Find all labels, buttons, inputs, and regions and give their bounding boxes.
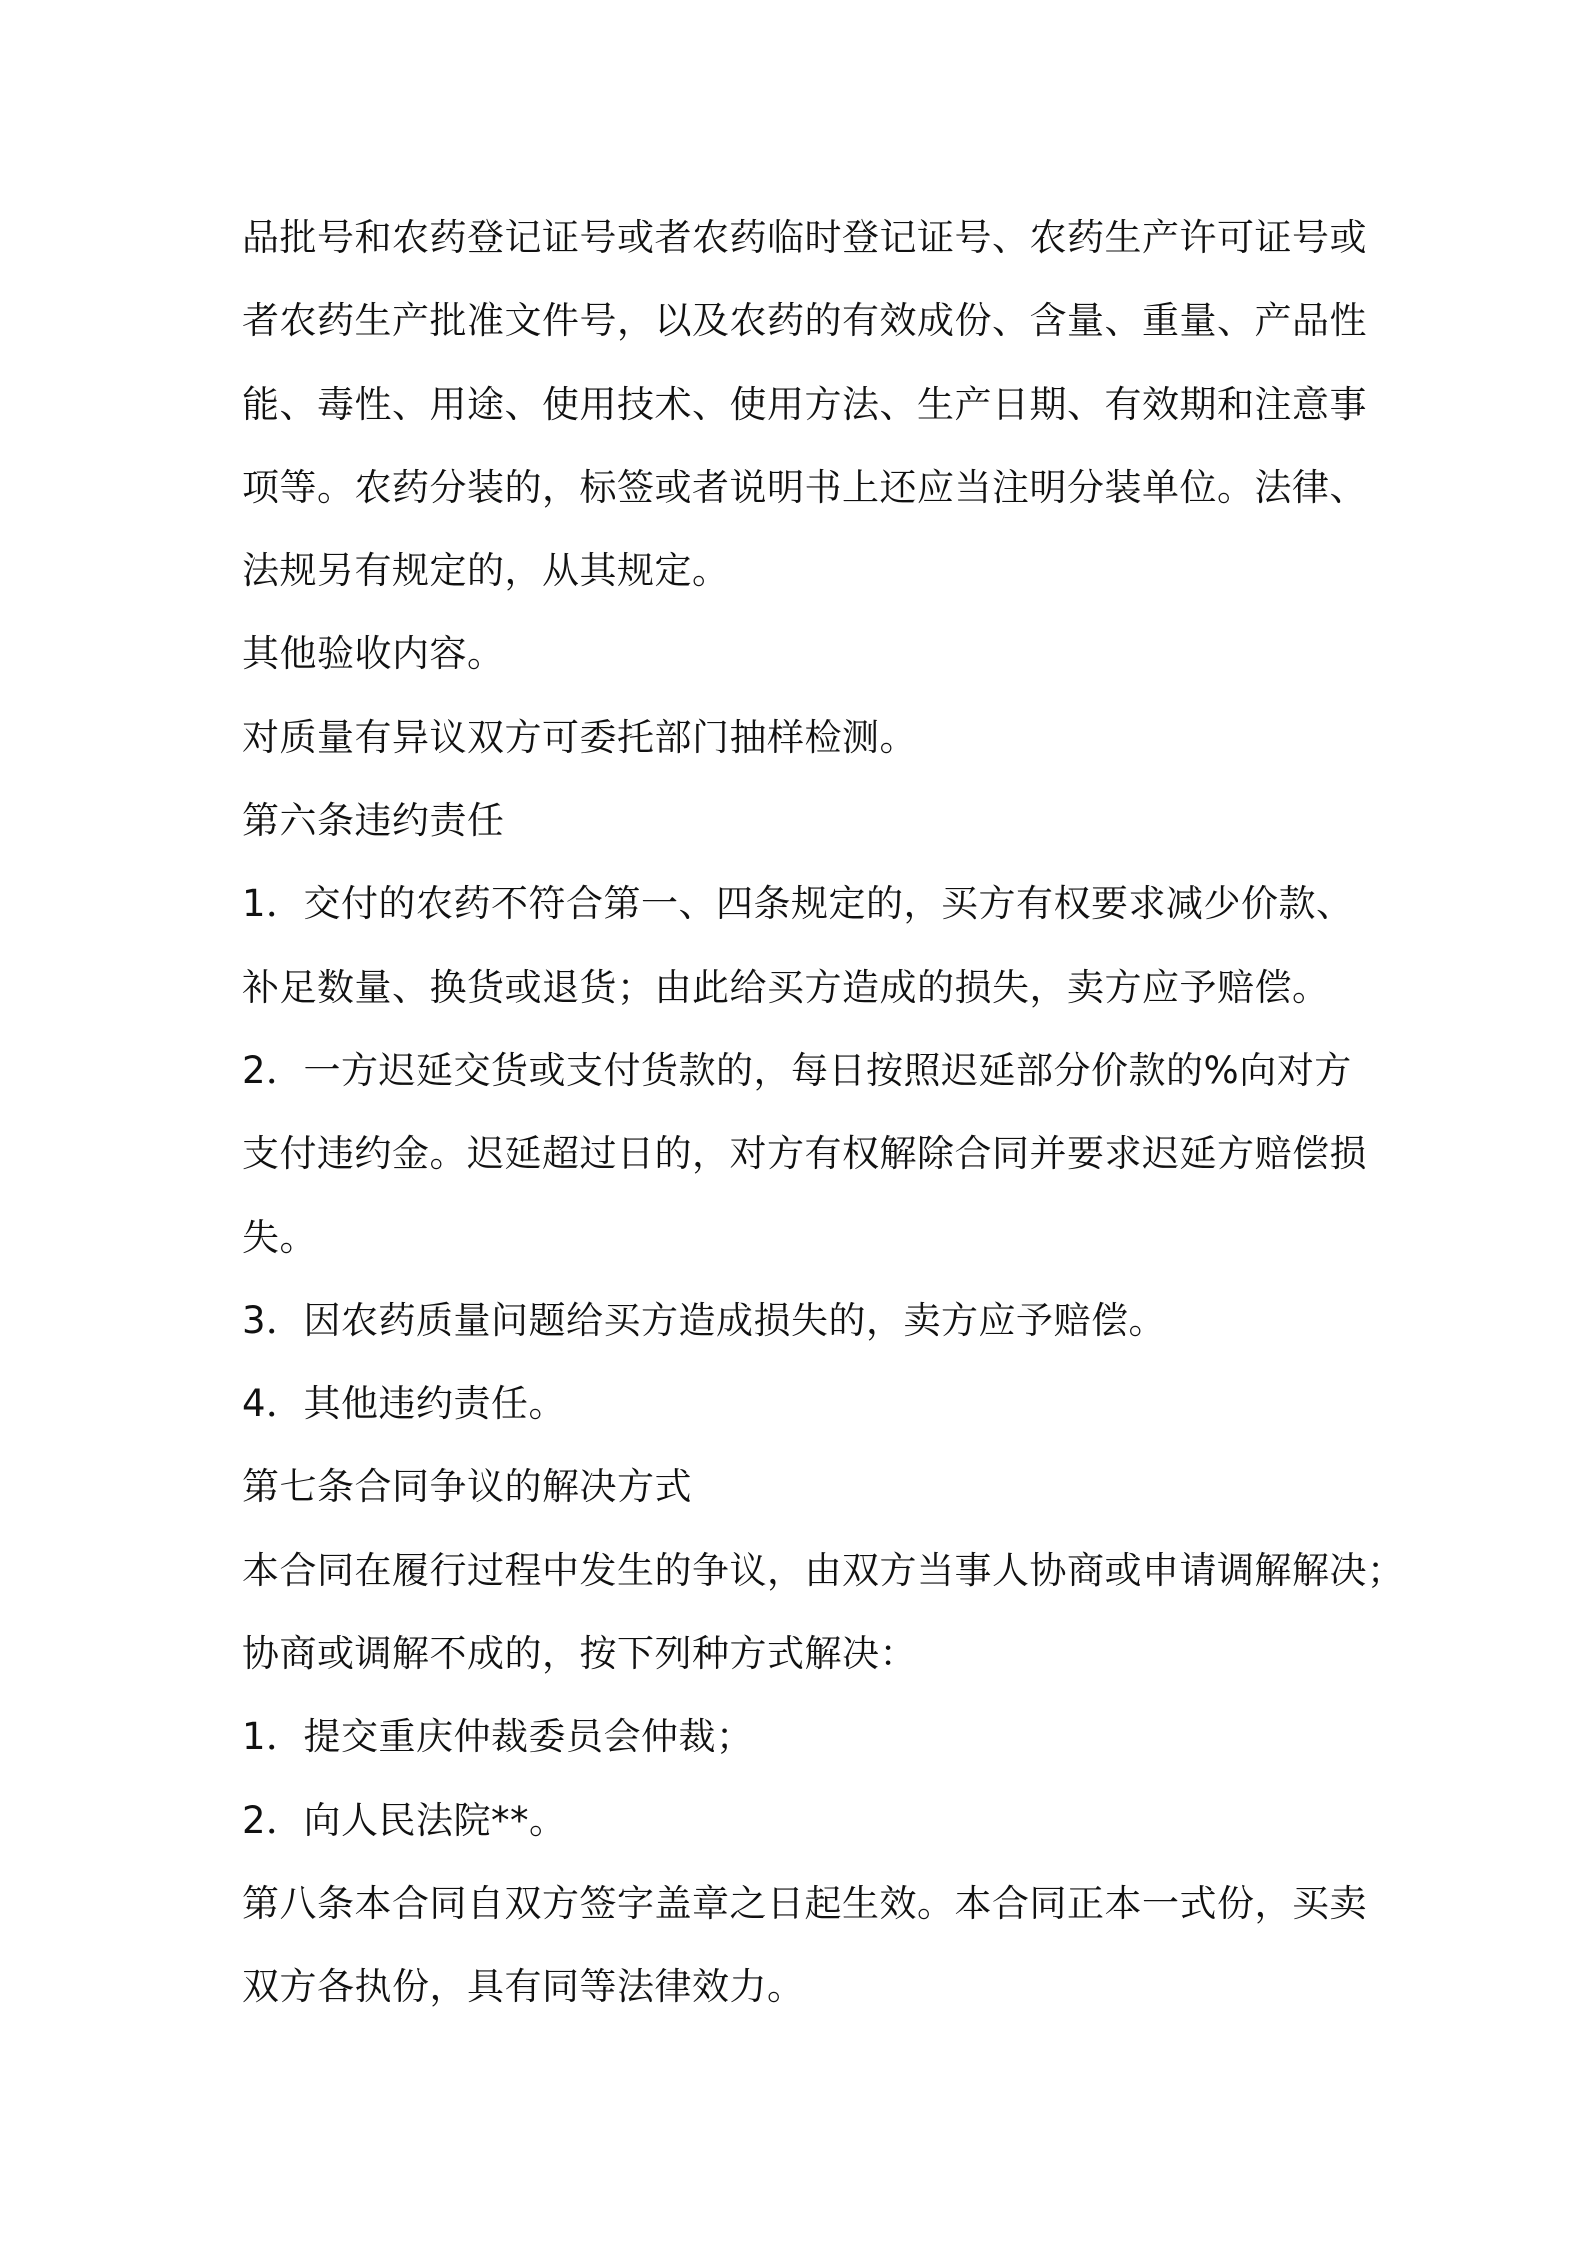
text-line: 能、毒性、用途、使用技术、使用方法、生产日期、有效期和注意事 bbox=[242, 382, 1367, 426]
text-line: 2．一方迟延交货或支付货款的，每日按照迟延部分价款的%向对方 bbox=[242, 1048, 1352, 1092]
text-line: 其他验收内容。 bbox=[242, 632, 505, 676]
text-line: 3．因农药质量问题给买方造成损失的，卖方应予赔偿。 bbox=[242, 1298, 1167, 1342]
section-heading-article-6: 第六条违约责任 bbox=[242, 799, 505, 843]
section-heading-article-7: 第七条合同争议的解决方式 bbox=[242, 1465, 692, 1509]
text-line: 者农药生产批准文件号，以及农药的有效成份、含量、重量、产品性 bbox=[242, 299, 1367, 343]
text-line: 品批号和农药登记证号或者农药临时登记证号、农药生产许可证号或 bbox=[242, 216, 1367, 259]
text-line: 协商或调解不成的，按下列种方式解决： bbox=[242, 1632, 917, 1676]
text-line: 1．提交重庆仲裁委员会仲裁； bbox=[242, 1715, 754, 1759]
section-heading-article-8: 第八条本合同自双方签字盖章之日起生效。本合同正本一式份，买卖 bbox=[242, 1881, 1367, 1925]
text-line: 本合同在履行过程中发生的争议，由双方当事人协商或申请调解解决； bbox=[242, 1548, 1405, 1592]
text-line: 项等。农药分装的，标签或者说明书上还应当注明分装单位。法律、 bbox=[242, 465, 1367, 509]
contract-text-body bbox=[242, 196, 1405, 2029]
text-line: 4．其他违约责任。 bbox=[242, 1382, 567, 1426]
text-line: 2．向人民法院**。 bbox=[242, 1798, 567, 1842]
text-line: 1．交付的农药不符合第一、四条规定的，买方有权要求减少价款、 bbox=[242, 882, 1354, 926]
text-line: 支付违约金。迟延超过日的，对方有权解除合同并要求迟延方赔偿损 bbox=[242, 1132, 1367, 1176]
text-line: 失。 bbox=[242, 1215, 317, 1259]
text-line: 法规另有规定的，从其规定。 bbox=[242, 549, 730, 593]
text-line: 双方各执份，具有同等法律效力。 bbox=[242, 1965, 805, 2009]
text-line: 补足数量、换货或退货；由此给买方造成的损失，卖方应予赔偿。 bbox=[242, 965, 1330, 1009]
text-line: 对质量有异议双方可委托部门抽样检测。 bbox=[242, 715, 917, 759]
